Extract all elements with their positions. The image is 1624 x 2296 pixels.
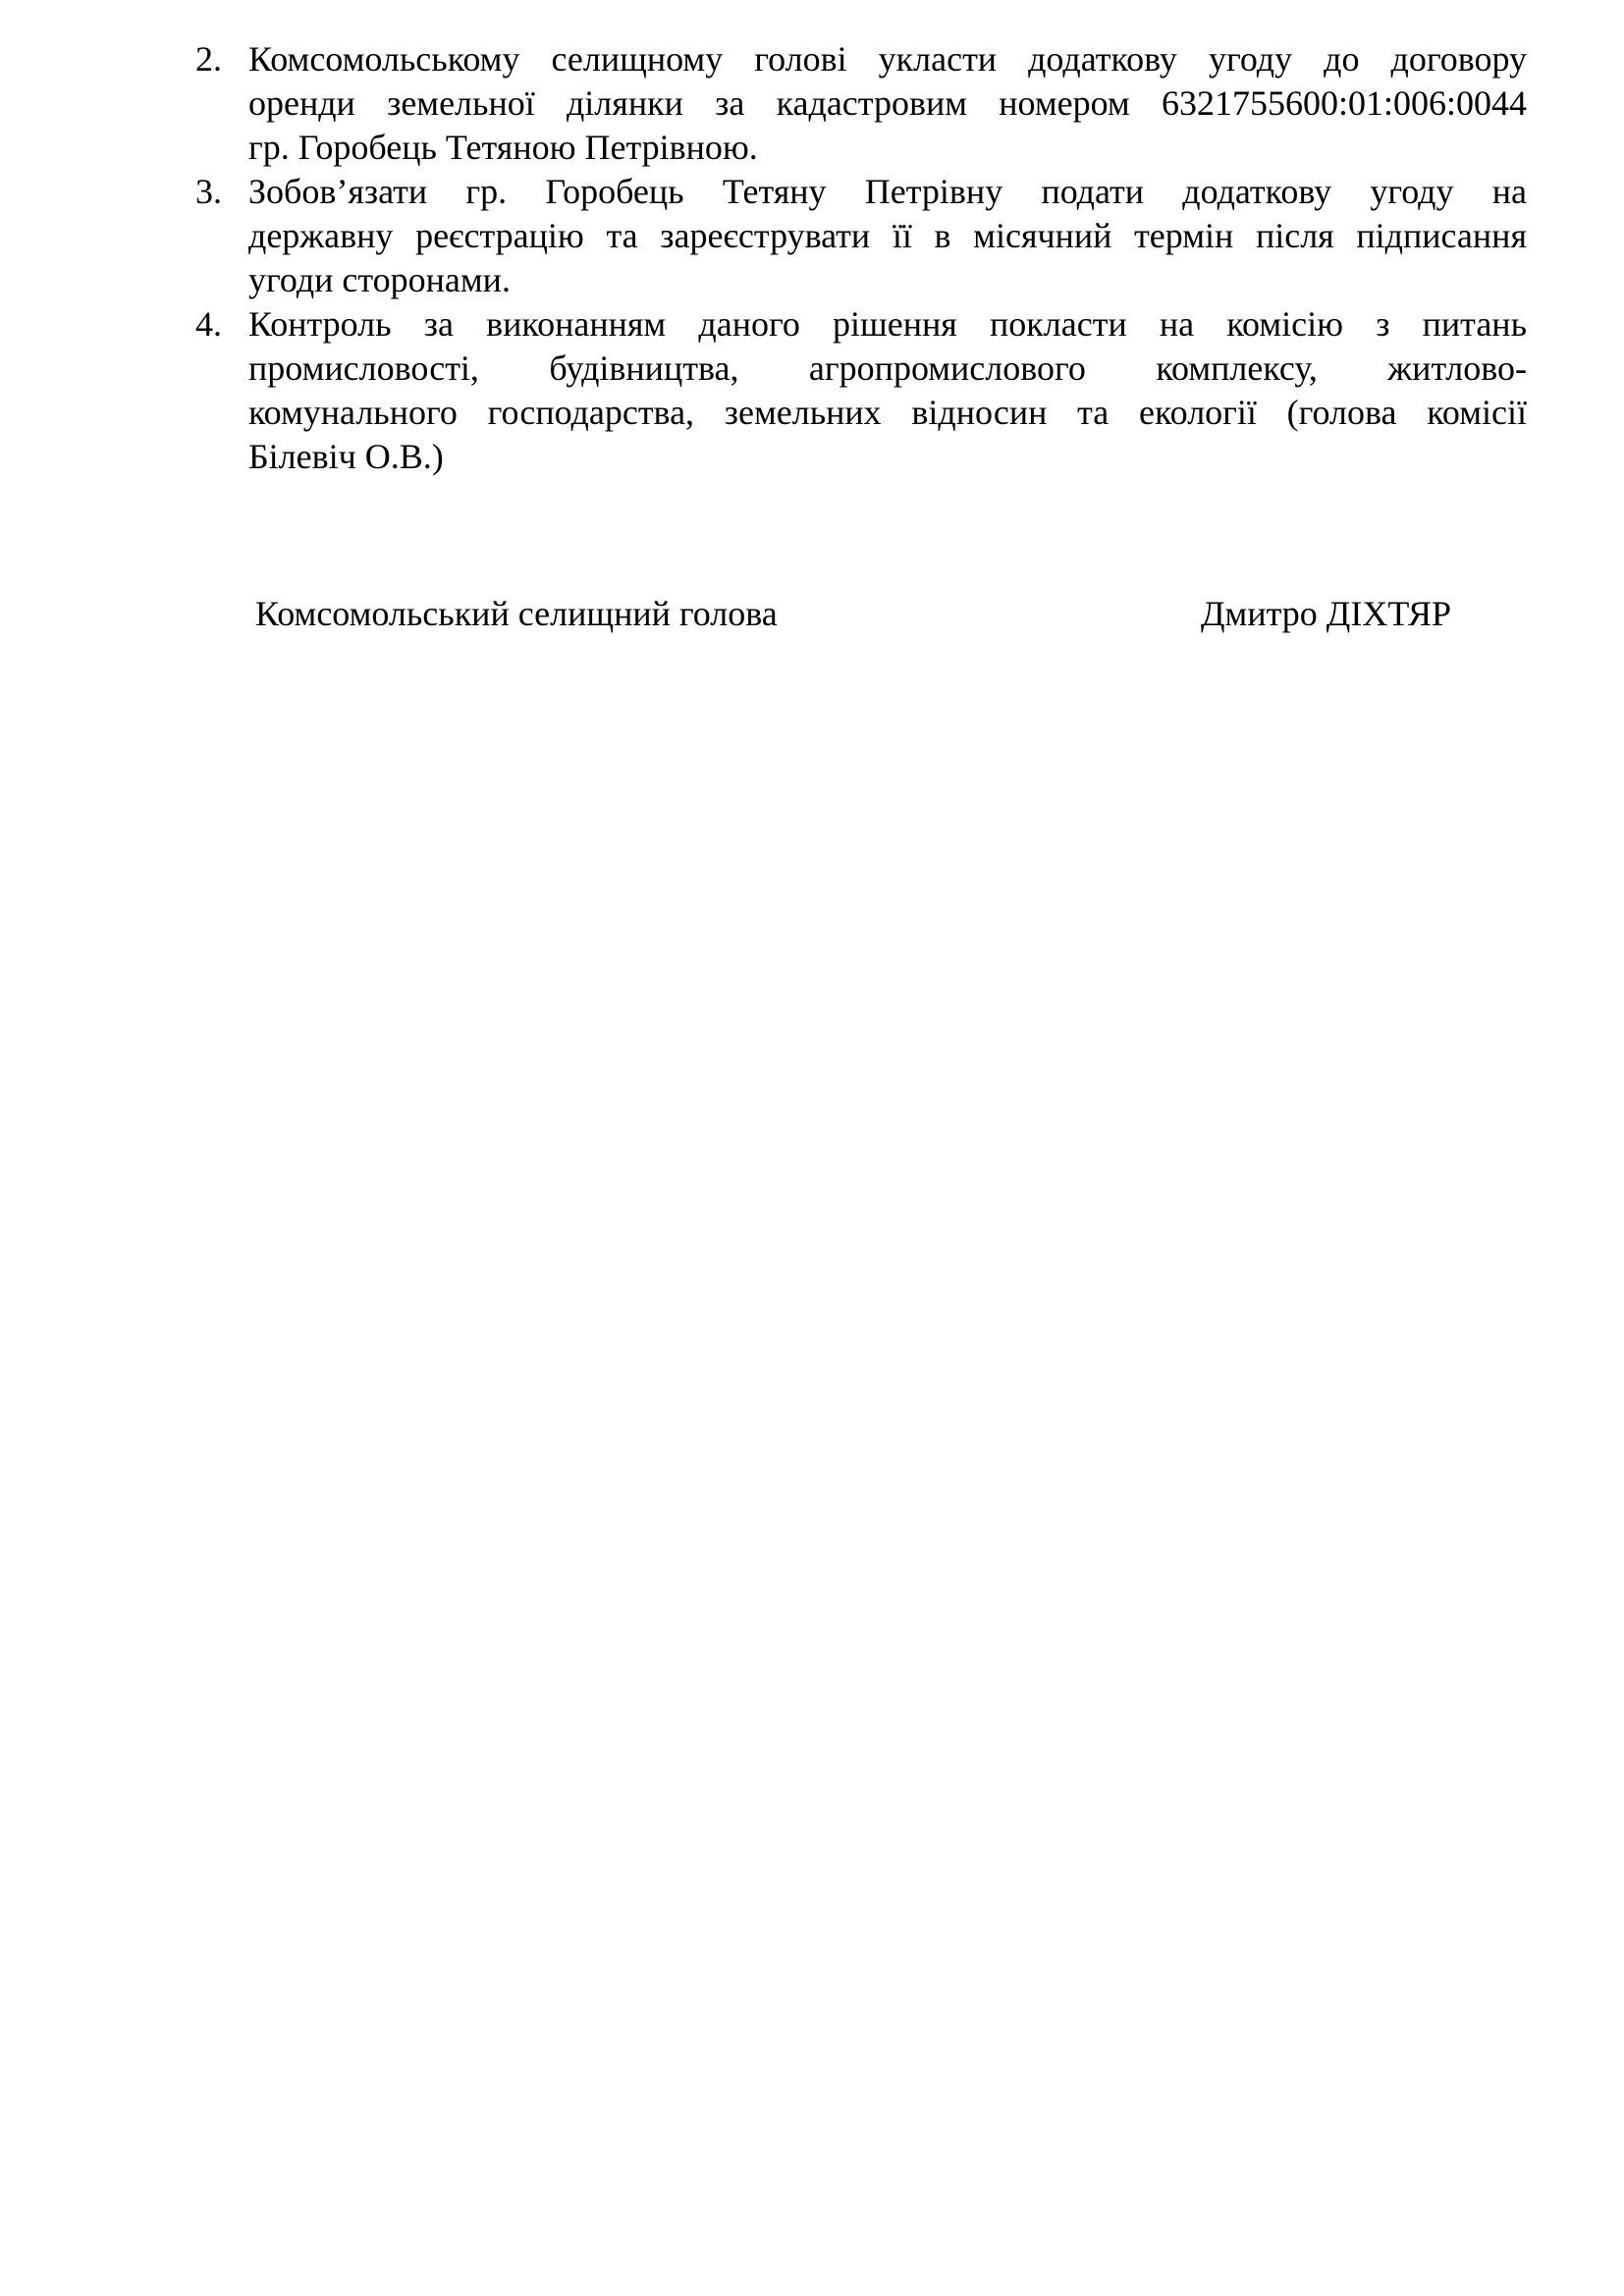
resolution-clauses: [191, 37, 1527, 479]
clause-line: промисловості, будівництва, агропромислового комплексу, житлово-: [248, 348, 1527, 388]
clause-line: гр. Горобець Тетяною Петрівною.: [248, 128, 758, 167]
clause-line: оренди земельної ділянки за кадастровим номером 6321755600:01:006:0044: [248, 83, 1527, 123]
clause-line: державну реєстрацію та зареєструвати її в місячний термін після підписання: [248, 216, 1527, 255]
clause-line: Зобов’язати гр. Горобець Тетяну Петрівну подати додаткову угоду на: [248, 172, 1527, 211]
clause-number: 3.: [195, 172, 222, 211]
clause-line: комунального господарства, земельних відносин та екології (голова комісії: [248, 393, 1527, 432]
clause-line: Контроль за виконанням даного рішення покласти на комісію з питань: [248, 304, 1527, 344]
clause-line: Комсомольському селищному голові укласти додаткову угоду до договору: [248, 39, 1527, 79]
clause-number: 2.: [195, 39, 222, 79]
clause-4: [191, 302, 1527, 479]
clause-3: [191, 170, 1527, 302]
signatory-title: Комсомольський селищний голова: [255, 594, 778, 633]
signatory-name: Дмитро ДІХТЯР: [1201, 594, 1451, 633]
clause-line: Білевіч О.В.): [248, 437, 444, 476]
clause-line: угоди сторонами.: [248, 260, 511, 299]
clause-2: [191, 37, 1527, 170]
clause-number: 4.: [195, 304, 222, 344]
